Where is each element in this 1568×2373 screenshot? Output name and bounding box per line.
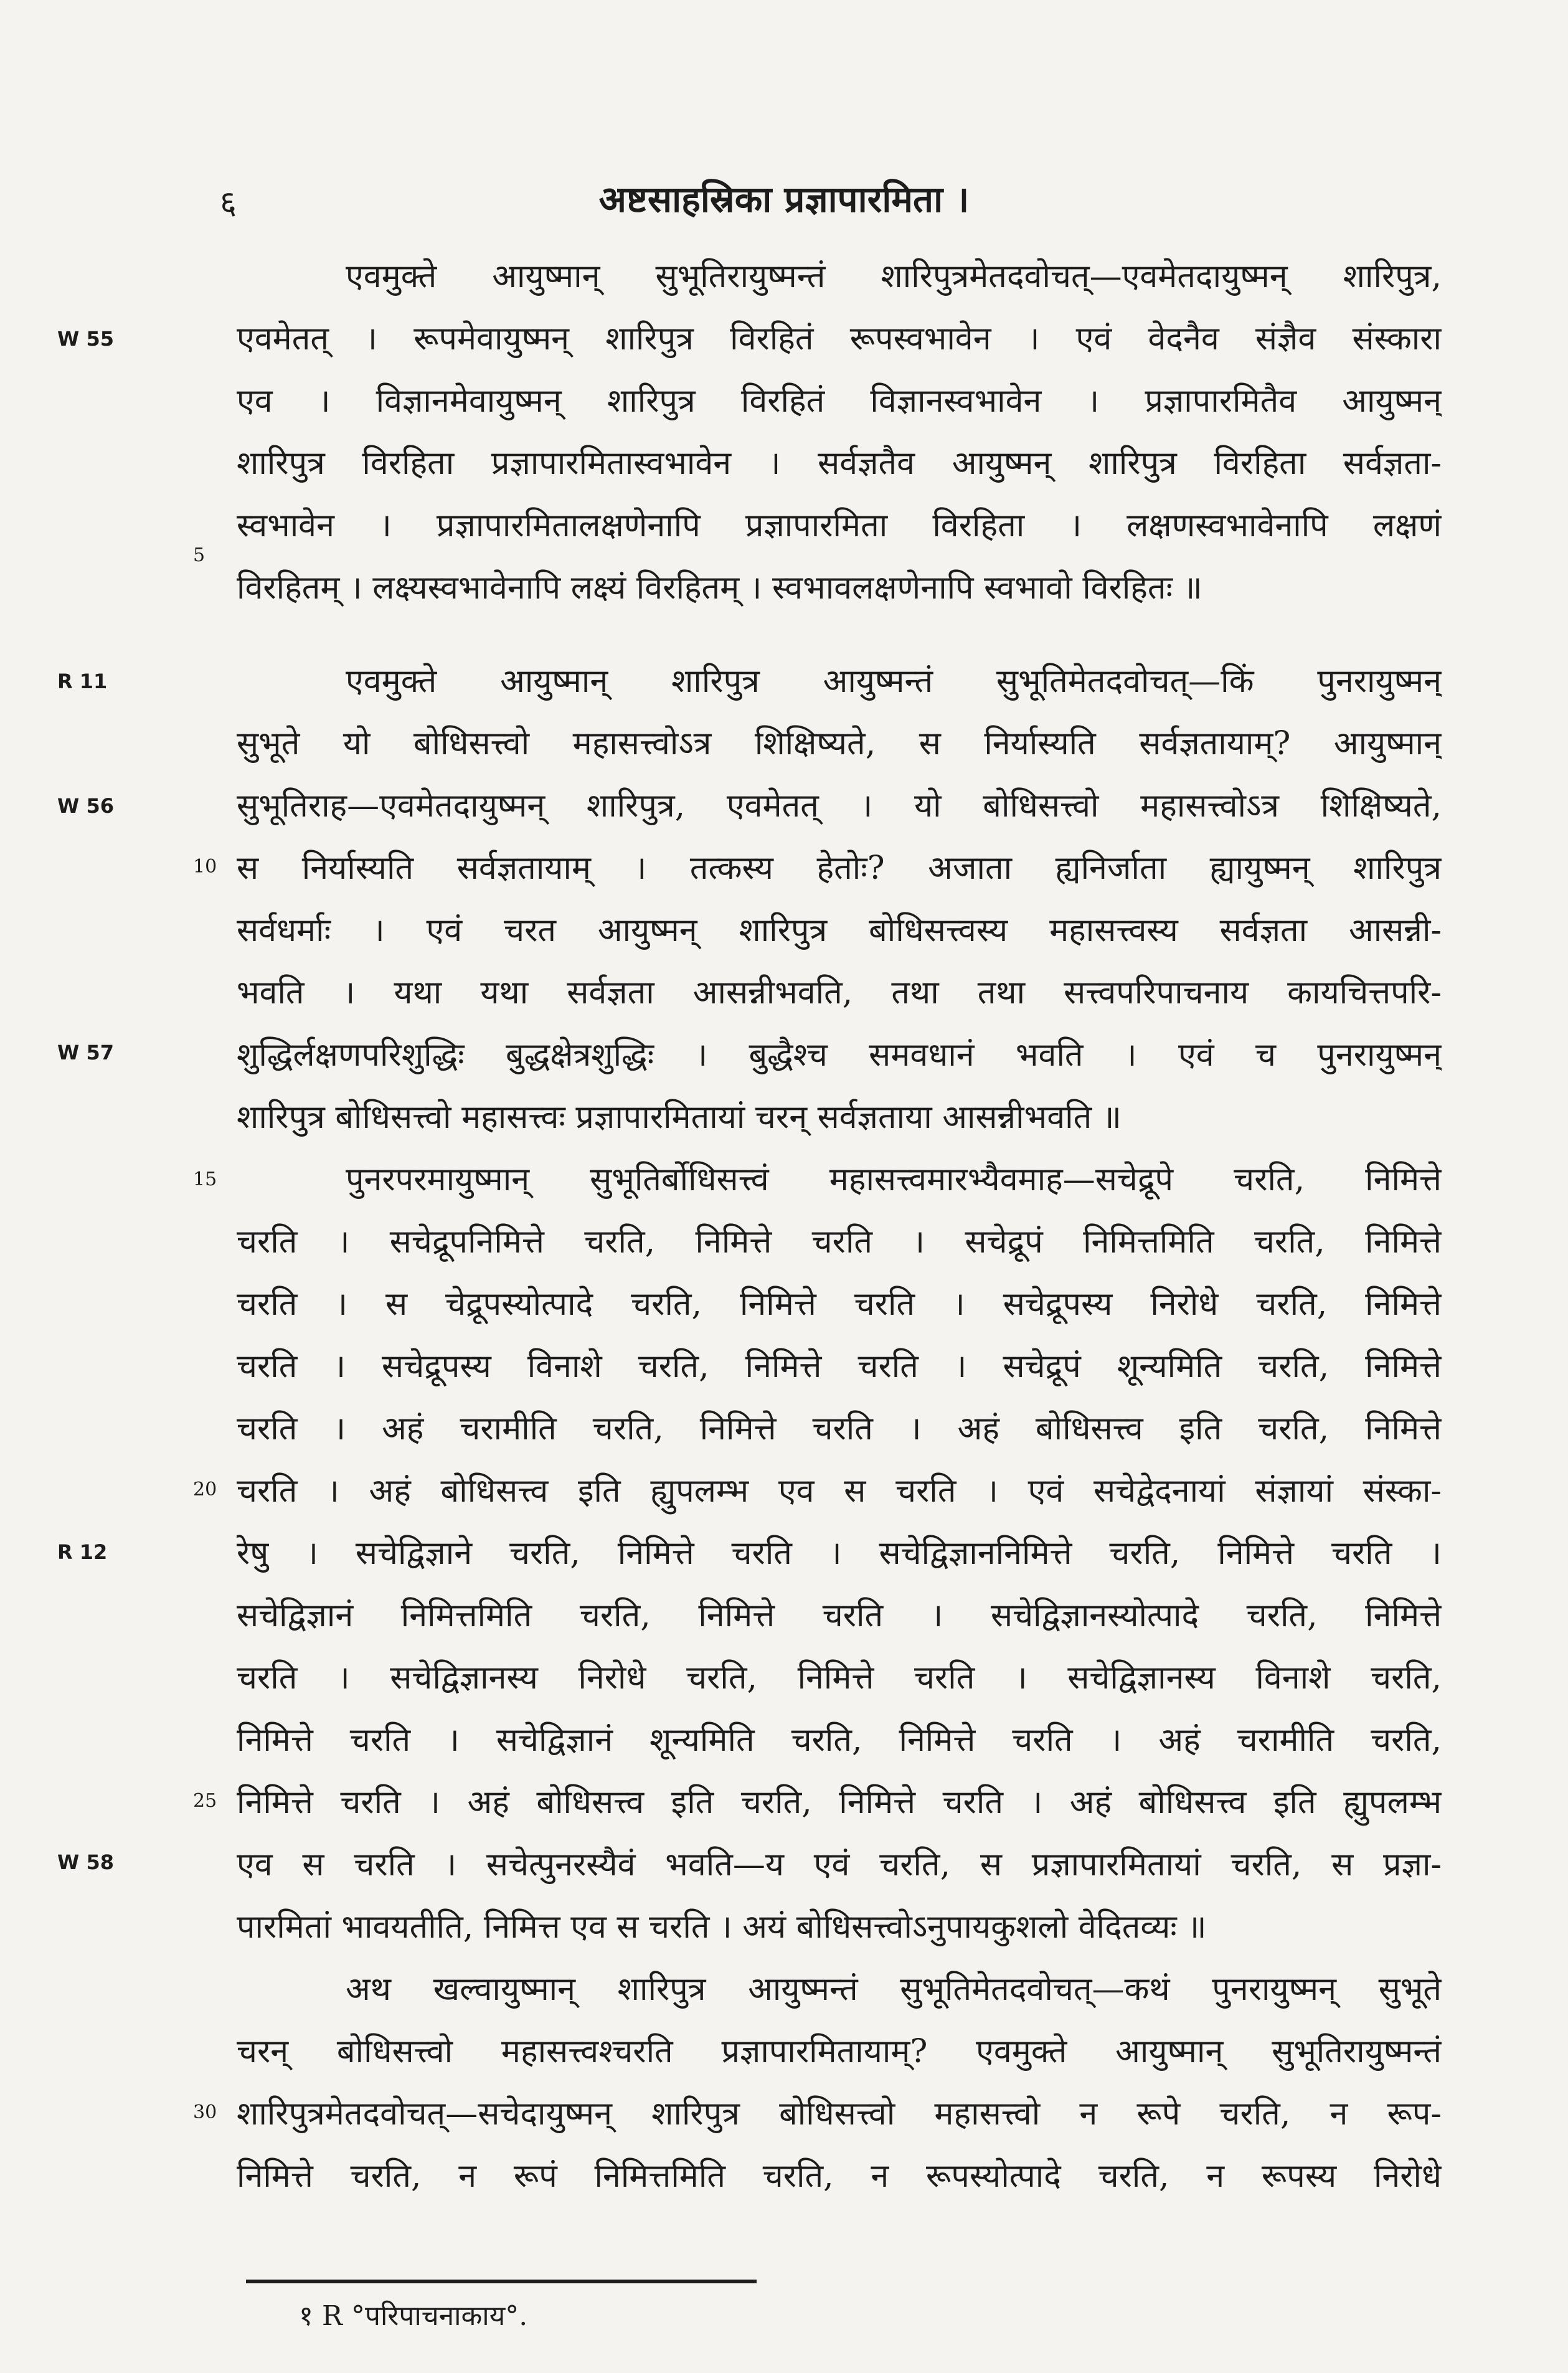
margin-ref: W 56 [57, 794, 114, 818]
text-line: अथ खल्वायुष्मान् शारिपुत्र आयुष्मन्तं सुभूतिमेतदवोचत्—कथं पुनरायुष्मन् सुभूते [346, 1971, 1442, 2008]
text-line: सुभूते यो बोधिसत्त्वो महासत्त्वोऽत्र शिक्षिष्यते, स निर्यास्यति सर्वज्ञतायाम्? आयुष्मान् [237, 725, 1442, 762]
text-line: चरति । अहं बोधिसत्त्व इति ह्युपलम्भ एव स चरति । एवं सचेद्वेदनायां संज्ञायां संस्का- [237, 1472, 1442, 1510]
text-line: भवति । यथा यथा सर्वज्ञता आसन्नीभवति, तथा तथा सत्त्वपरिपाचनाय कायचित्तपरि- [237, 974, 1442, 1011]
text-line: चरति । अहं चरामीति चरति, निमित्ते चरति । अहं बोधिसत्त्व इति चरति, निमित्ते [237, 1410, 1442, 1447]
text-line: चरति । सचेद्रूपस्य विनाशे चरति, निमित्ते चरति । सचेद्रूपं शून्यमिति चरति, निमित्ते [237, 1348, 1442, 1385]
text-line: चरन् बोधिसत्त्वो महासत्त्वश्चरति प्रज्ञापारमितायाम्? एवमुक्ते आयुष्मान् सुभूतिरायुष्मन्तं [237, 2033, 1442, 2070]
text-line: एव स चरति । सचेत्पुनरस्यैवं भवति—य एवं चरति, स प्रज्ञापारमितायां चरति, स प्रज्ञा- [237, 1846, 1442, 1883]
text-line: शुद्धिर्लक्षणपरिशुद्धिः बुद्धक्षेत्रशुद्धिः । बुद्धैश्च समवधानं भवति । एवं च पुनरायुष्मन् [237, 1036, 1442, 1074]
text-line: एव । विज्ञानमेवायुष्मन् शारिपुत्र विरहितं विज्ञानस्वभावेन । प्रज्ञापारमितैव आयुष्मन् [237, 382, 1442, 420]
text-line: निमित्ते चरति, न रूपं निमित्तमिति चरति, न रूपस्योत्पादे चरति, न रूपस्य निरोधे [237, 2157, 1442, 2195]
text-line: स निर्यास्यति सर्वज्ञतायाम् । तत्कस्य हेतोः? अजाता ह्यनिर्जाता ह्यायुष्मन् शारिपुत्र [237, 850, 1442, 887]
text-line: एवमेतत् । रूपमेवायुष्मन् शारिपुत्र विरहितं रूपस्वभावेन । एवं वेदनैव संज्ञैव संस्कारा [237, 320, 1442, 358]
running-title: अष्टसाहस्रिका प्रज्ञापारमिता । [598, 178, 970, 220]
text-line: विरहितम् । लक्ष्यस्वभावेनापि लक्ष्यं विरहितम् । स्वभावलक्षणेनापि स्वभावो विरहितः ॥ [237, 569, 1202, 607]
text-line: पुनरपरमायुष्मान् सुभूतिर्बोधिसत्त्वं महासत्त्वमारभ्यैवमाह—सचेद्रूपे चरति, निमित्ते [346, 1161, 1442, 1198]
line-number: 5 [193, 544, 205, 566]
margin-ref: R 12 [57, 1540, 108, 1564]
line-number: 15 [193, 1168, 217, 1190]
margin-ref: W 58 [57, 1850, 114, 1874]
text-line: शारिपुत्र बोधिसत्त्वो महासत्त्वः प्रज्ञापारमितायां चरन् सर्वज्ञताया आसन्नीभवति ॥ [237, 1099, 1122, 1136]
text-line: निमित्ते चरति । अहं बोधिसत्त्व इति चरति, निमित्ते चरति । अहं बोधिसत्त्व इति ह्युपलम्भ [237, 1784, 1442, 1821]
margin-ref: W 55 [57, 327, 114, 351]
line-number: 10 [193, 856, 217, 878]
text-line: एवमुक्ते आयुष्मान् सुभूतिरायुष्मन्तं शारिपुत्रमेतदवोचत्—एवमेतदायुष्मन् शारिपुत्र, [346, 258, 1442, 295]
line-number: 20 [193, 1479, 217, 1500]
text-line: एवमुक्ते आयुष्मान् शारिपुत्र आयुष्मन्तं सुभूतिमेतदवोचत्—किं पुनरायुष्मन् [346, 663, 1442, 700]
page-number: ६ [220, 184, 237, 222]
text-line: शारिपुत्रमेतदवोचत्—सचेदायुष्मन् शारिपुत्र बोधिसत्त्वो महासत्त्वो न रूपे चरति, न रूप- [237, 2095, 1442, 2133]
text-line: स्वभावेन । प्रज्ञापारमितालक्षणेनापि प्रज्ञापारमिता विरहिता । लक्षणस्वभावेनापि लक्षणं [237, 507, 1442, 544]
line-number: 25 [193, 1790, 217, 1812]
footnote-rule [246, 2280, 757, 2283]
text-line: पारमितां भावयतीति, निमित्त एव स चरति । अयं बोधिसत्त्वोऽनुपायकुशलो वेदितव्यः ॥ [237, 1908, 1207, 1946]
text-line: सर्वधर्माः । एवं चरत आयुष्मन् शारिपुत्र बोधिसत्त्वस्य महासत्त्वस्य सर्वज्ञता आसन्नी- [237, 912, 1442, 949]
margin-ref: R 11 [57, 670, 108, 693]
text-line: शारिपुत्र विरहिता प्रज्ञापारमितास्वभावेन । सर्वज्ञतैव आयुष्मन् शारिपुत्र विरहिता सर्वज्ञता- [237, 445, 1442, 482]
text-line: रेषु । सचेद्विज्ञाने चरति, निमित्ते चरति । सचेद्विज्ञाननिमित्ते चरति, निमित्ते चरति । [237, 1535, 1442, 1572]
margin-ref: W 57 [57, 1041, 114, 1064]
text-line: चरति । सचेद्विज्ञानस्य निरोधे चरति, निमित्ते चरति । सचेद्विज्ञानस्य विनाशे चरति, [237, 1659, 1442, 1697]
line-number: 30 [193, 2101, 217, 2123]
text-line: निमित्ते चरति । सचेद्विज्ञानं शून्यमिति चरति, निमित्ते चरति । अहं चरामीति चरति, [237, 1722, 1442, 1759]
text-line: चरति । स चेद्रूपस्योत्पादे चरति, निमित्ते चरति । सचेद्रूपस्य निरोधे चरति, निमित्ते [237, 1286, 1442, 1323]
footnote: १ R °परिपाचनाकाय°. [299, 2300, 528, 2332]
text-line: सचेद्विज्ञानं निमित्तमिति चरति, निमित्ते चरति । सचेद्विज्ञानस्योत्पादे चरति, निमित्ते [237, 1597, 1442, 1634]
text-line: चरति । सचेद्रूपनिमित्ते चरति, निमित्ते चरति । सचेद्रूपं निमित्तमिति चरति, निमित्ते [237, 1223, 1442, 1261]
text-line: सुभूतिराह—एवमेतदायुष्मन् शारिपुत्र, एवमेतत् । यो बोधिसत्त्वो महासत्त्वोऽत्र शिक्षिष्यते, [237, 787, 1442, 825]
